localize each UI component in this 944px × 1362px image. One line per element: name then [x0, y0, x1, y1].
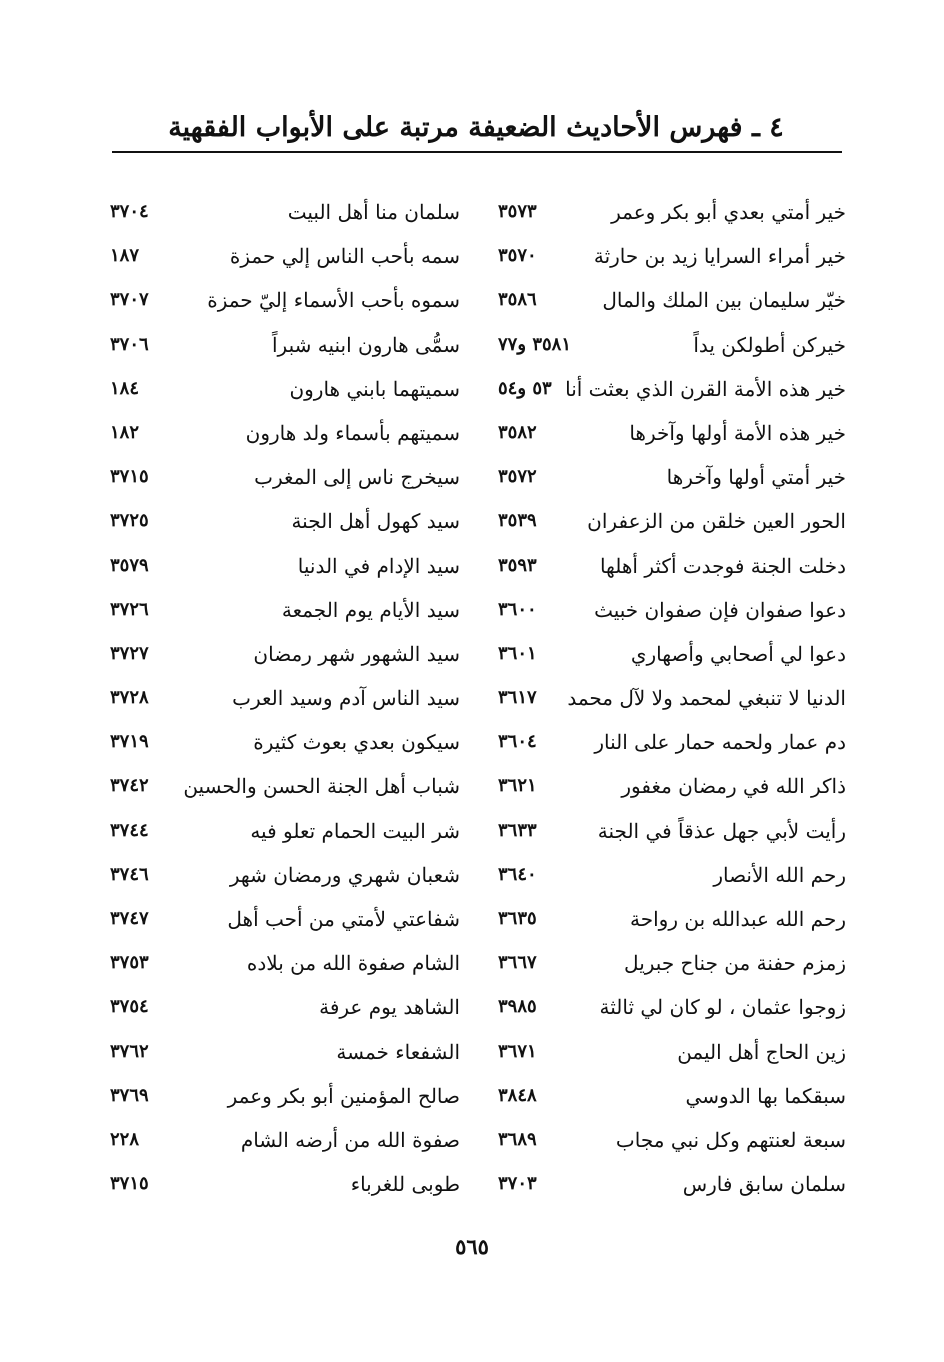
hadith-text-left: سلمان منا أهل البيت: [287, 200, 460, 224]
hadith-text-left: شعبان شهري ورمضان شهر: [229, 862, 460, 887]
index-row: [0, 764, 944, 808]
hadith-text-left: سمه بأحب الناس إلي حمزة: [229, 244, 460, 269]
hadith-text-left: صفوة الله من أرضه الشام: [240, 1127, 460, 1152]
index-row: [0, 720, 944, 764]
hadith-text-left: سيد كهول أهل الجنة: [291, 509, 460, 534]
index-row: [0, 985, 944, 1029]
hadith-number-left: ٣٧٠٤: [110, 201, 149, 222]
hadith-number-right: ٣٥٧٣: [498, 201, 537, 222]
hadith-text-right: خيّر سليمان بين الملك والمال: [602, 288, 846, 313]
hadith-number-right: ٣٦٦٧: [498, 952, 537, 974]
hadith-number-right: ٣٨٤٨: [498, 1084, 537, 1106]
header-divider: [112, 151, 842, 153]
index-row: [0, 1162, 944, 1206]
hadith-number-left: ٣٧٥٣: [110, 952, 149, 974]
hadith-number-left: ٣٧٠٦: [110, 333, 149, 355]
hadith-text-right: خير أمراء السرايا زيد بن حارثة: [593, 244, 846, 269]
hadith-number-left: ٣٧١٩: [110, 731, 149, 753]
hadith-text-right: الدنيا لا تنبغي لمحمد ولا لآل محمد: [567, 686, 846, 711]
hadith-number-left: ٣٥٧٩: [110, 554, 149, 576]
hadith-number-right: ٣٦٠٠: [498, 598, 537, 620]
hadith-text-left: سيد الأيام يوم الجمعة: [281, 597, 460, 622]
hadith-text-left: الشاهد يوم عرفة: [319, 995, 460, 1020]
index-row: [0, 676, 944, 720]
hadith-number-right: ٣٥٣٩: [498, 510, 537, 532]
hadith-text-right: زوجوا عثمان ، لو كان لي ثالثة: [599, 995, 846, 1020]
hadith-number-right: ٥٣ و٥٤: [498, 377, 552, 399]
hadith-number-left: ٣٧٢٥: [110, 510, 149, 532]
hadith-number-right: ٣٥٨٢: [498, 421, 537, 443]
hadith-text-right: سبقكما بها الدوسي: [685, 1083, 846, 1108]
index-row: [0, 809, 944, 853]
hadith-text-left: طوبى للغرباء: [350, 1172, 460, 1197]
hadith-number-right: ٣٦٠٤: [498, 731, 537, 753]
hadith-number-left: ٣٧١٥: [110, 466, 149, 488]
hadith-text-right: سبعة لعنتهم وكل نبي مجاب: [615, 1127, 846, 1152]
hadith-number-left: ١٨٢: [110, 421, 140, 443]
hadith-text-left: شر البيت الحمام تعلو فيه: [250, 818, 460, 843]
index-row: [0, 853, 944, 897]
hadith-text-right: رحم الله عبدالله بن رواحة: [630, 907, 846, 931]
hadith-text-right: خير هذه الأمة القرن الذي بعثت أنا: [565, 376, 846, 401]
index-row: [0, 190, 944, 234]
hadith-text-left: الشام صفوة الله من بلاده: [246, 951, 460, 976]
hadith-number-left: ٣٧٢٦: [110, 598, 149, 620]
hadith-text-right: سلمان سابق فارس: [682, 1172, 846, 1197]
hadith-number-left: ٢٢٨: [110, 1128, 140, 1150]
index-row: [0, 1074, 944, 1118]
hadith-number-left: ٣٧٥٤: [110, 996, 149, 1018]
hadith-text-right: خيركن أطولكن يداً: [693, 332, 846, 357]
hadith-text-right: خير أمتي أولها وآخرها: [666, 465, 846, 490]
hadith-number-right: ٣٦٤٠: [498, 863, 537, 885]
hadith-number-left: ٣٧٢٧: [110, 642, 149, 664]
index-row: [0, 588, 944, 632]
index-row: [0, 323, 944, 367]
hadith-text-right: دخلت الجنة فوجدت أكثر أهلها: [599, 553, 846, 578]
index-row: [0, 632, 944, 676]
page-header-title: ٤ ـ فهرس الأحاديث الضعيفة مرتبة على الأبواب الفقهية: [168, 112, 784, 143]
hadith-text-left: شباب أهل الجنة الحسن والحسين: [183, 774, 460, 799]
hadith-text-right: الحور العين خلقن من الزعفران: [587, 509, 846, 534]
hadith-index-list: [0, 190, 944, 1206]
hadith-text-right: خير أمتي بعدي أبو بكر وعمر: [611, 200, 846, 224]
hadith-text-right: دعوا لي أصحابي وأصهاري: [630, 641, 846, 666]
hadith-text-left: سميتهما بابني هارون: [289, 376, 460, 401]
hadith-text-left: سيكون بعدي بعوث كثيرة: [253, 730, 460, 755]
hadith-number-left: ١٨٤: [110, 377, 140, 399]
index-row: [0, 367, 944, 411]
index-row: [0, 411, 944, 455]
index-row: [0, 234, 944, 278]
hadith-number-left: ٣٧٠٧: [110, 289, 149, 311]
hadith-text-right: ذاكر الله في رمضان مغفور: [621, 774, 846, 799]
hadith-number-right: ٣٧٠٣: [498, 1173, 537, 1195]
hadith-number-left: ١٨٧: [110, 245, 140, 267]
hadith-text-left: سميتهم بأسماء ولد هارون: [245, 420, 460, 445]
hadith-text-left: سيخرج ناس إلى المغرب: [254, 465, 460, 490]
index-row: [0, 278, 944, 322]
index-row: [0, 499, 944, 543]
hadith-number-left: ٣٧٦٢: [110, 1040, 149, 1062]
index-row: [0, 1118, 944, 1162]
index-row: [0, 455, 944, 499]
hadith-number-left: ٣٧٦٩: [110, 1084, 149, 1106]
hadith-text-left: سيد الناس آدم وسيد العرب: [232, 686, 460, 711]
hadith-text-left: صالح المؤمنين أبو بكر وعمر: [227, 1083, 460, 1108]
hadith-number-right: ٣٥٩٣: [498, 554, 537, 576]
hadith-number-left: ٣٧١٥: [110, 1173, 149, 1195]
hadith-number-left: ٣٧٤٢: [110, 775, 149, 797]
hadith-number-right: ٣٥٧٠: [498, 245, 537, 267]
hadith-number-right: ٣٦١٧: [498, 687, 537, 709]
hadith-text-left: الشفعاء خمسة: [336, 1039, 460, 1064]
hadith-number-left: ٣٧٤٦: [110, 863, 149, 885]
index-row: [0, 1030, 944, 1074]
hadith-text-right: زين الحاج أهل اليمن: [677, 1039, 846, 1064]
hadith-text-left: سمُّى هارون ابنيه شبراً: [271, 332, 460, 357]
hadith-text-right: خير هذه الأمة أولها وآخرها: [629, 420, 846, 445]
hadith-text-left: سموه بأحب الأسماء إليّ حمزة: [207, 288, 460, 313]
hadith-number-right: ٣٥٨١ و٧٧: [498, 333, 571, 355]
hadith-text-right: دم عمار ولحمه حمار على النار: [594, 730, 846, 755]
hadith-text-right: دعوا صفوان فإن صفوان خبيث: [594, 597, 846, 622]
hadith-number-right: ٣٥٨٦: [498, 289, 537, 311]
hadith-text-right: زمزم حفنة من جناح جبريل: [624, 951, 846, 976]
hadith-number-left: ٣٧٢٨: [110, 687, 149, 709]
page-number: ٥٦٥: [455, 1234, 489, 1259]
hadith-number-right: ٣٦٠١: [498, 642, 537, 664]
hadith-number-right: ٣٩٨٥: [498, 996, 537, 1018]
hadith-text-right: رحم الله الأنصار: [713, 862, 846, 887]
hadith-number-right: ٣٦٧١: [498, 1040, 537, 1062]
hadith-text-left: شفاعتي لأمتي من أحب أهل: [227, 907, 460, 931]
hadith-number-right: ٣٥٧٢: [498, 466, 537, 488]
hadith-text-right: رأيت لأبي جهل عذقاً في الجنة: [597, 818, 846, 843]
index-row: [0, 941, 944, 985]
hadith-number-right: ٣٦٨٩: [498, 1128, 537, 1150]
index-row: [0, 897, 944, 941]
hadith-number-right: ٣٦٢١: [498, 775, 537, 797]
hadith-number-left: ٣٧٤٧: [110, 908, 149, 929]
hadith-text-left: سيد الشهور شهر رمضان: [253, 641, 460, 666]
hadith-text-left: سيد الإدام في الدنيا: [297, 553, 460, 578]
hadith-number-right: ٣٦٣٥: [498, 908, 537, 929]
hadith-number-left: ٣٧٤٤: [110, 819, 149, 841]
index-row: [0, 544, 944, 588]
hadith-number-right: ٣٦٣٣: [498, 819, 537, 841]
